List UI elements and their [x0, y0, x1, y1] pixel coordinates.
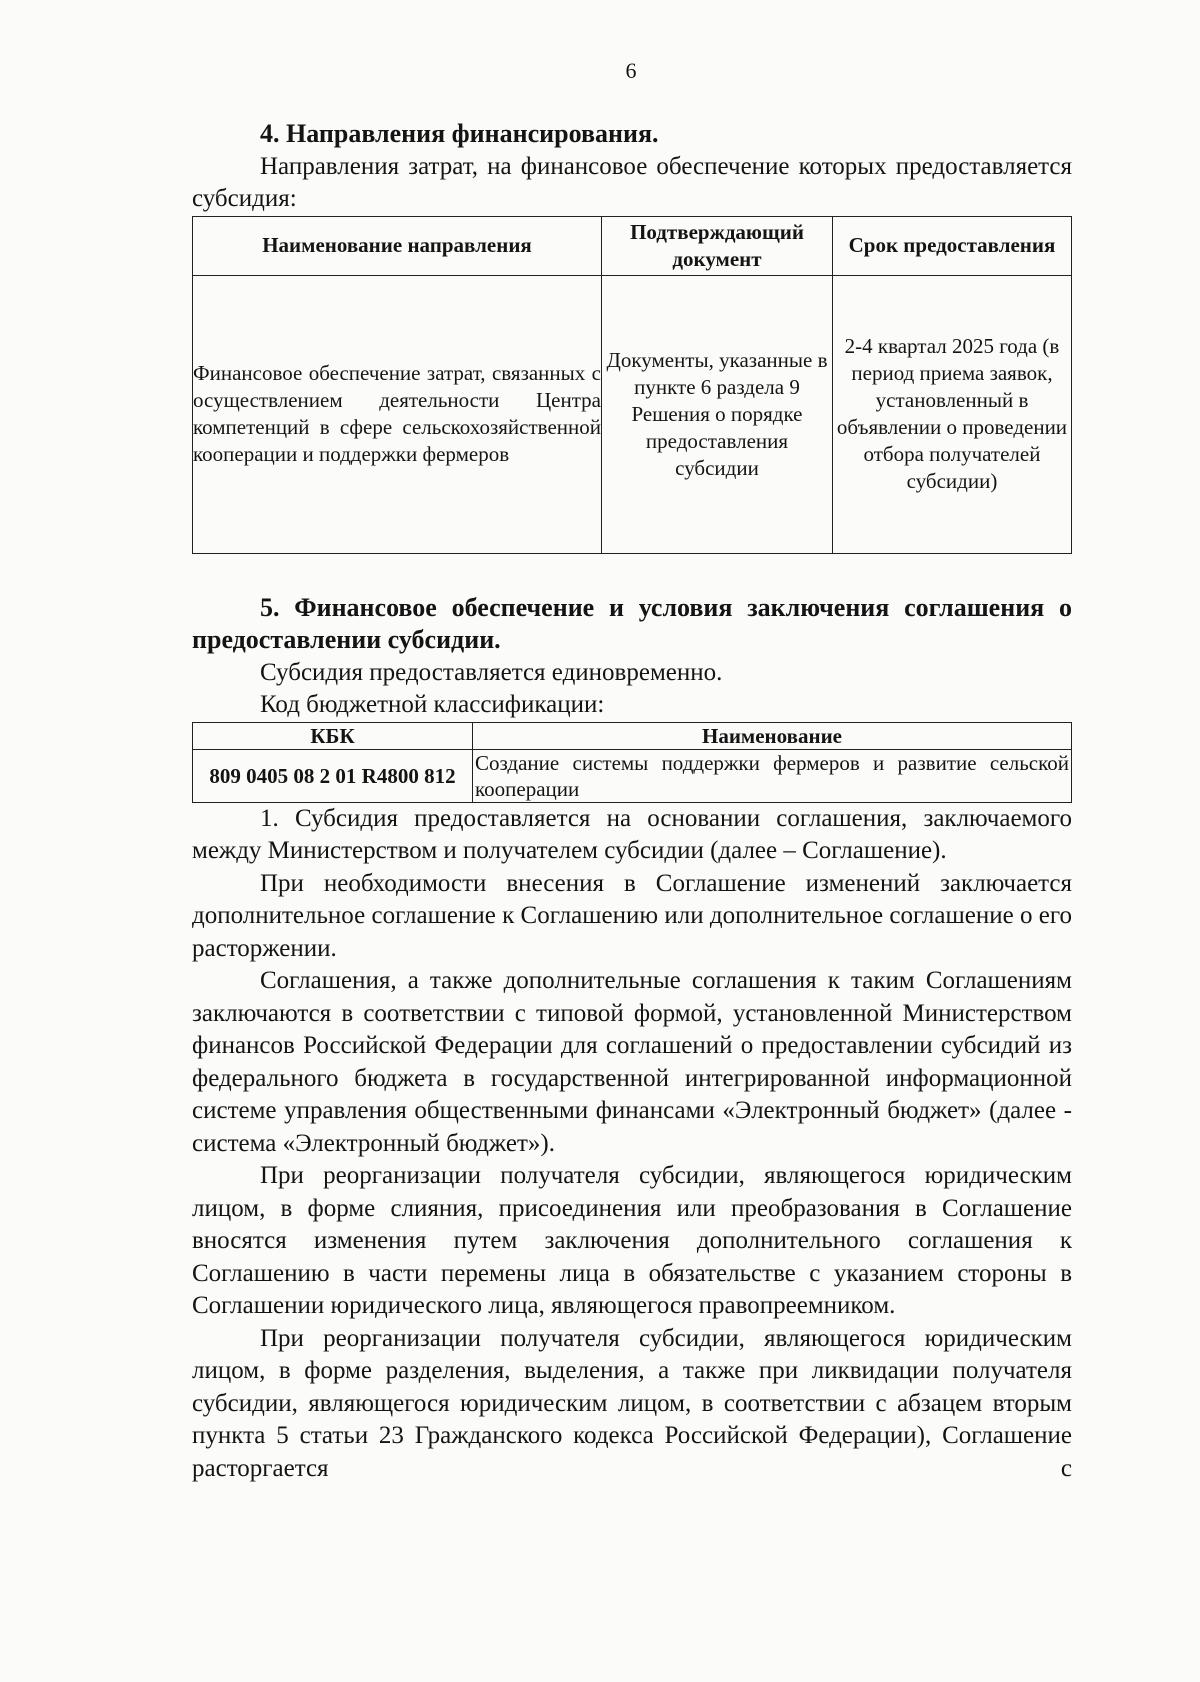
section-4-heading: 4. Направления финансирования. — [260, 119, 659, 148]
paragraph-5: При реорганизации получателя субсидии, являющегося юридическим лицом, в форме разделения, выделения, а также при ликвидации получателя субсидии, являющегося юридическим лицом, в соответствии с абзацем вторым пункта 5 статьи 23 Гражданского кодекса Российской Федерации), Соглашение расторгается с — [192, 1324, 1072, 1482]
document-content — [192, 118, 1072, 1485]
paragraph-4: При реорганизации получателя субсидии, являющегося юридическим лицом, в форме слияния, присоединения или преобразования в Соглашение вносятся изменения путем заключения дополнительного соглашения к Соглашению в части перемены лица в обязательстве с указанием стороны в Соглашении юридического лица, являющегося правопреемником. — [192, 1162, 1072, 1319]
cell-document: Документы, указанные в пункте 6 раздела 9 Решения о порядке предоставления субсидии — [602, 275, 833, 553]
budget-classification-table — [192, 722, 1072, 803]
paragraph-3: Соглашения, а также дополнительные соглашения к таким Соглашениям заключаются в соответствии с типовой формой, установленной Министерством финансов Российской Федерации для соглашений о предоставлении субсидий из федерального бюджета в государственной интегрированной информационной системе управления общественными финансами «Электронный бюджет» (далее - система «Электронный бюджет»). — [192, 967, 1072, 1157]
cell-term: 2-4 квартал 2025 года (в период приема заявок, установленный в объявлении о проведении отбора получателей субсидии) — [833, 275, 1072, 553]
section-5-line-1: Субсидия предоставляется единовременно. — [260, 658, 723, 686]
paragraph-2: При необходимости внесения в Соглашение изменений заключается дополнительное соглашение к Соглашению или дополнительное соглашение о его расторжении. — [192, 869, 1072, 962]
header-direction: Наименование направления — [193, 216, 602, 275]
cell-direction: Финансовое обеспечение затрат, связанных с осуществлением деятельности Центра компетенций в сфере сельскохозяйственной кооперации и поддержки фермеров — [193, 275, 602, 553]
header-name: Наименование — [473, 722, 1072, 749]
funding-directions-table — [192, 216, 1072, 554]
cell-kbk-name: Создание системы поддержки фермеров и развитие сельской кооперации — [473, 749, 1072, 802]
header-kbk: КБК — [193, 722, 473, 749]
section-5-line-2: Код бюджетной классификации: — [260, 691, 605, 718]
table-row — [193, 749, 1072, 802]
paragraph-1: 1. Субсидия предоставляется на основании соглашения, заключаемого между Министерством и получателем субсидии (далее – Соглашение). — [192, 804, 1072, 864]
table-row — [193, 275, 1072, 553]
section-4-intro: Направления затрат, на финансовое обеспечение которых предоставляется субсидия: — [192, 152, 1072, 212]
table-header-row — [193, 722, 1072, 749]
table-header-row — [193, 216, 1072, 275]
cell-kbk: 809 0405 08 2 01 R4800 812 — [193, 749, 473, 802]
page-number: 6 — [625, 58, 637, 83]
header-term: Срок предоставления — [833, 216, 1072, 275]
section-5-heading: 5. Финансовое обеспечение и условия заключения соглашения о предоставлении субсидии. — [192, 592, 1072, 654]
header-document: Подтверждающий документ — [602, 216, 833, 275]
